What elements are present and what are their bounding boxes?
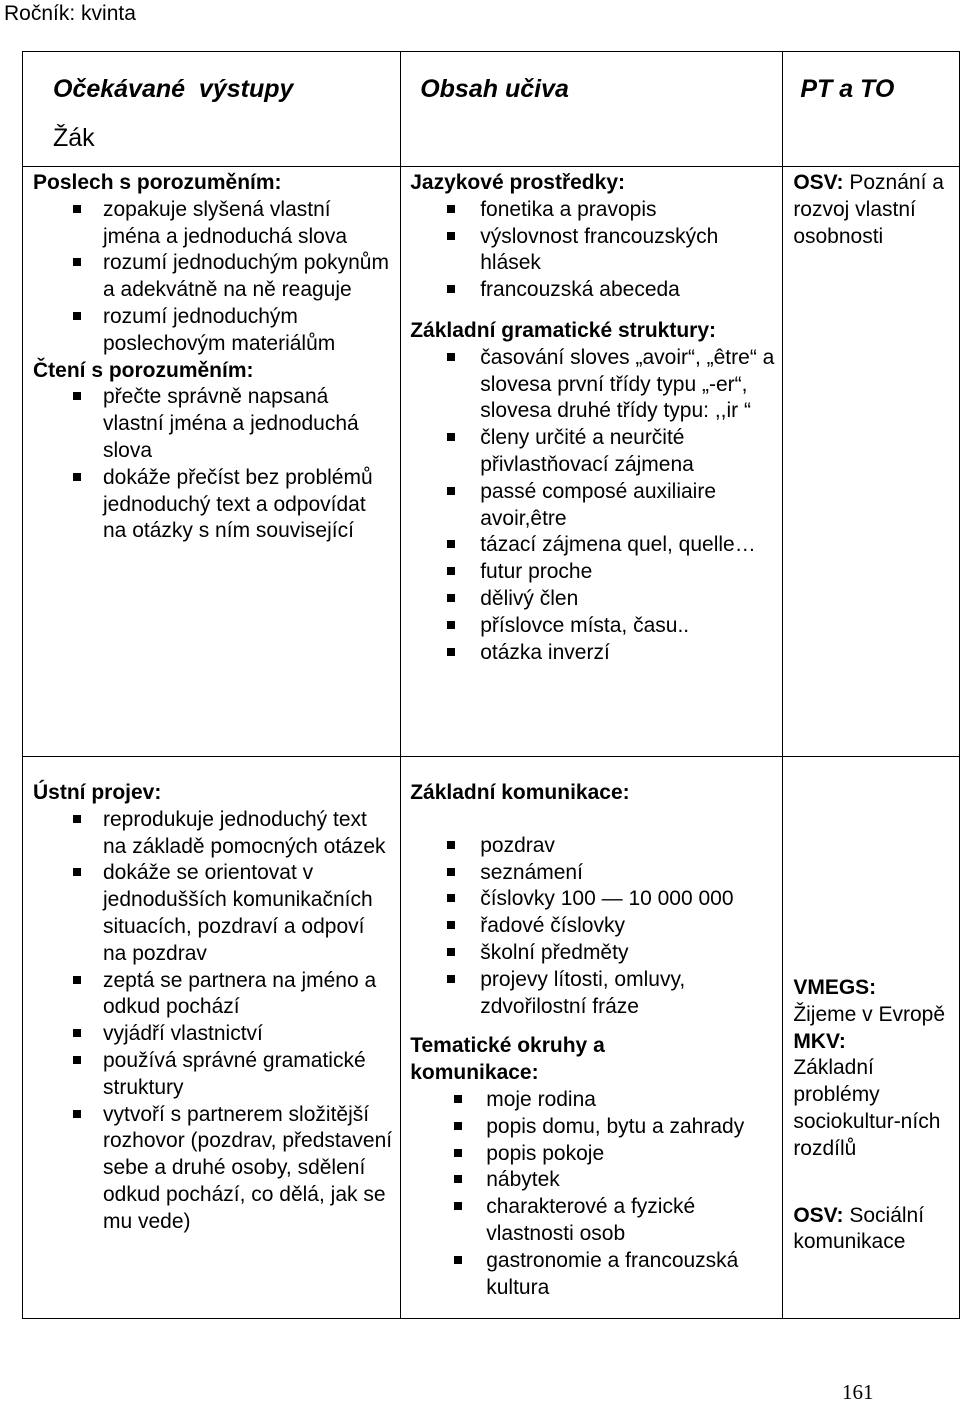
list-item: popis domu, bytu a zahrady xyxy=(410,1114,774,1141)
bullet-icon xyxy=(73,312,81,320)
list-item: školní předměty xyxy=(410,940,774,967)
bullet-icon xyxy=(454,1149,462,1157)
bullet-icon xyxy=(73,258,81,266)
reading-heading: Čtení s porozuměním: xyxy=(33,358,254,382)
bullet-icon xyxy=(73,976,81,984)
list-item: seznámení xyxy=(410,860,774,887)
bullet-icon xyxy=(454,1122,462,1130)
speaking-list xyxy=(33,807,392,1236)
list-item: tázací zájmena quel, quelle… xyxy=(410,532,774,559)
language-means-heading: Jazykové prostředky: xyxy=(410,171,625,194)
list-item: popis pokoje xyxy=(410,1141,774,1168)
list-item: členy určité a neurčité přivlastňovací zájmena xyxy=(410,425,774,479)
list-item: výslovnost francouzských hlásek xyxy=(410,224,774,278)
osv-text: Poznání a rozvoj vlastní osobnosti xyxy=(793,171,944,248)
reading-list xyxy=(33,384,392,545)
list-item: otázka inverzí xyxy=(410,640,774,667)
page-number: 161 xyxy=(842,1380,874,1404)
list-item: vytvoří s partnerem složitější rozhovor (pozdrav, představení sebe a druhé osoby, sdělení odkud pochází, co dělá, jak se mu vede) xyxy=(33,1102,392,1236)
vmegs-text: Žijeme v Evropě xyxy=(793,1002,946,1026)
list-item: vyjádří vlastnictví xyxy=(33,1021,392,1048)
list-item: používá správné gramatické struktury xyxy=(33,1048,392,1102)
osv2-text: Sociální komunikace xyxy=(793,1203,925,1254)
list-item: číslovky 100 — 10 000 000 xyxy=(410,886,774,913)
bullet-icon xyxy=(73,473,81,481)
bullet-icon xyxy=(73,815,81,823)
bullet-icon xyxy=(447,353,455,361)
bullet-icon xyxy=(447,621,455,629)
list-item: řadové číslovky xyxy=(410,913,774,940)
bullet-icon xyxy=(447,540,455,548)
list-item: reprodukuje jednoduchý text na základě pomocných otázek xyxy=(33,807,392,861)
listening-list xyxy=(33,197,392,358)
bullet-icon xyxy=(447,232,455,240)
list-item: moje rodina xyxy=(410,1087,774,1114)
row1-content xyxy=(401,167,783,757)
bullet-icon xyxy=(73,1110,81,1118)
list-item: francouzská abeceda xyxy=(410,277,774,304)
bullet-icon xyxy=(454,1175,462,1183)
list-item: projevy lítosti, omluvy, zdvořilostní fráze xyxy=(410,967,774,1021)
osv-label: OSV: xyxy=(793,171,844,194)
language-means-list xyxy=(410,197,774,304)
list-item: dokáže se orientovat v jednodušších komunikačních situacích, pozdraví a odpoví na pozdrav xyxy=(33,860,392,967)
bullet-icon xyxy=(447,948,455,956)
bullet-icon xyxy=(73,1029,81,1037)
row2-outputs xyxy=(23,757,401,1319)
list-item: fonetika a pravopis xyxy=(410,197,774,224)
list-item: futur proche xyxy=(410,559,774,586)
osv2-label: OSV: xyxy=(793,1203,844,1227)
grade-line: Ročník: kvinta xyxy=(4,2,136,25)
bullet-icon xyxy=(447,841,455,849)
bullet-icon xyxy=(454,1256,462,1264)
row1-outputs xyxy=(23,167,401,757)
basic-communication-heading: Základní komunikace: xyxy=(410,781,630,804)
list-item: dělivý člen xyxy=(410,586,774,613)
row2-pt xyxy=(783,757,960,1319)
bullet-icon xyxy=(73,868,81,876)
list-item: gastronomie a francouzská kultura xyxy=(410,1248,774,1302)
thematic-list xyxy=(410,1087,774,1301)
speaking-heading: Ústní projev: xyxy=(33,781,162,804)
list-item: dokáže přečíst bez problémů jednoduchý text a odpovídat na otázky s ním související xyxy=(33,465,392,545)
list-item: nábytek xyxy=(410,1167,774,1194)
bullet-icon xyxy=(447,433,455,441)
row-2 xyxy=(23,757,960,1319)
bullet-icon xyxy=(73,1056,81,1064)
bullet-icon xyxy=(447,285,455,293)
bullet-icon xyxy=(454,1095,462,1103)
mkv-label: MKV: xyxy=(793,1029,846,1053)
bullet-icon xyxy=(454,1202,462,1210)
listening-heading: Poslech s porozuměním: xyxy=(33,171,282,194)
curriculum-table xyxy=(22,51,960,1319)
col-pt-header xyxy=(783,52,960,167)
bullet-icon xyxy=(73,205,81,213)
mkv-text: Základní problémy sociokultur-ních rozdílů xyxy=(793,1056,941,1160)
bullet-icon xyxy=(447,594,455,602)
content-title: Obsah učiva xyxy=(420,75,569,103)
list-item: rozumí jednoduchým poslechovým materiálům xyxy=(33,304,392,358)
bullet-icon xyxy=(447,648,455,656)
bullet-icon xyxy=(447,921,455,929)
list-item: rozumí jednoduchým pokynům a adekvátně na ně reaguje xyxy=(33,250,392,304)
bullet-icon xyxy=(73,392,81,400)
bullet-icon xyxy=(447,975,455,983)
bullet-icon xyxy=(447,868,455,876)
list-item: časování sloves „avoir“, „être“ a slovesa první třídy typu „-er“, slovesa druhé třídy typu: ,,ir “ xyxy=(410,345,774,425)
basic-communication-list xyxy=(410,833,774,1021)
bullet-icon xyxy=(447,487,455,495)
pupil-label: Žák xyxy=(53,123,95,152)
list-item: příslovce místa, času.. xyxy=(410,613,774,640)
list-item: passé composé auxiliaire avoir,être xyxy=(410,479,774,533)
list-item: zeptá se partnera na jméno a odkud pochází xyxy=(33,968,392,1022)
outputs-title: Očekávané výstupy xyxy=(53,75,294,103)
col-content-header xyxy=(401,52,783,167)
bullet-icon xyxy=(447,205,455,213)
row1-pt xyxy=(783,167,960,757)
bullet-icon xyxy=(447,567,455,575)
pt-title: PT a TO xyxy=(800,75,895,103)
thematic-heading: Tematické okruhy a komunikace: xyxy=(410,1034,605,1085)
row-1 xyxy=(23,167,960,757)
row2-content xyxy=(401,757,783,1319)
bullet-icon xyxy=(447,894,455,902)
list-item: přečte správně napsaná vlastní jména a jednoduchá slova xyxy=(33,384,392,464)
grammar-heading: Základní gramatické struktury: xyxy=(410,318,716,342)
grammar-list xyxy=(410,345,774,667)
list-item: pozdrav xyxy=(410,833,774,860)
list-item: zopakuje slyšená vlastní jména a jednoduchá slova xyxy=(33,197,392,251)
vmegs-label: VMEGS: xyxy=(793,976,877,999)
list-item: charakterové a fyzické vlastnosti osob xyxy=(410,1194,774,1248)
